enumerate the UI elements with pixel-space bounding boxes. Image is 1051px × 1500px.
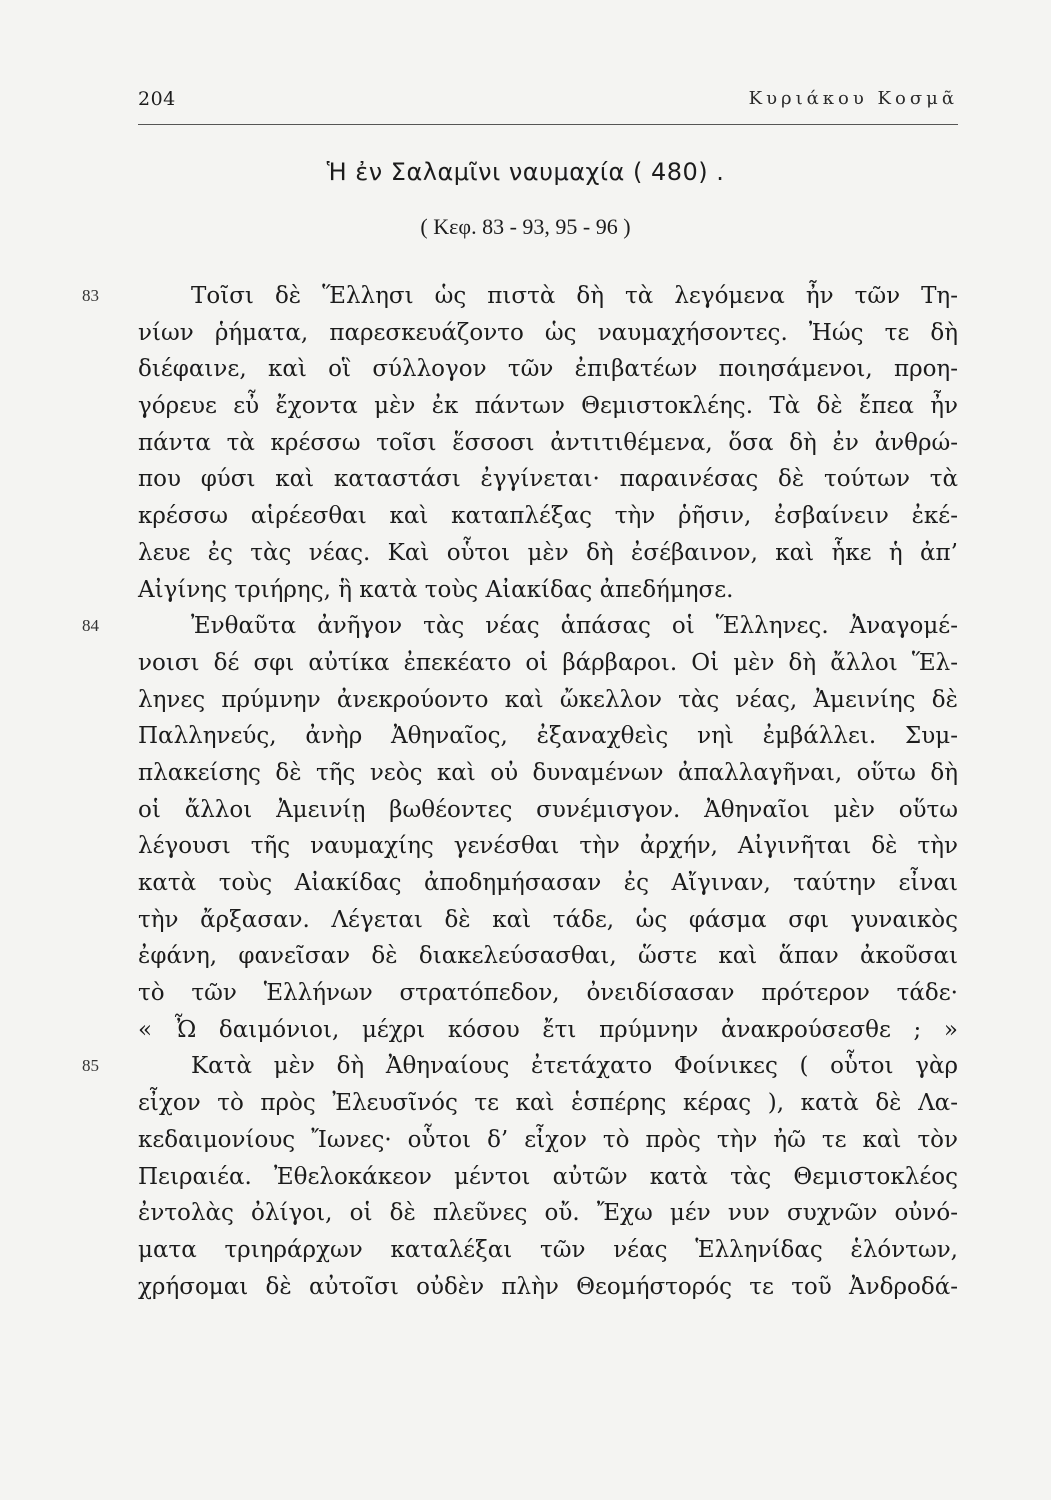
paragraph-number: 84 xyxy=(82,616,99,636)
text-line xyxy=(82,1048,958,1085)
line-text: Ἐνθαῦτα ἀνῆγον τὰς νέας ἁπάσας οἱ Ἕλληνες. Ἀναγομέ- xyxy=(191,613,958,640)
section-title: Ἡ ἐν Σαλαμῖνι ναυμαχία ( 480) . xyxy=(326,158,725,186)
text-line: λέγουσι τῆς ναυμαχίης γενέσθαι τὴν ἀρχήν, Αἰγινῆται δὲ τὴν xyxy=(138,833,958,860)
paragraph-83 xyxy=(82,278,958,608)
text-line: τὴν ἄρξασαν. Λέγεται δὲ καὶ τάδε, ὡς φάσμα σφι γυναικὸς xyxy=(138,906,958,933)
text-line: χρήσομαι δὲ αὐτοῖσι οὐδὲν πλὴν Θεομήστορός τε τοῦ Ἀνδροδά- xyxy=(138,1273,958,1300)
text-line: Πειραιέα. Ἐθελοκάκεον μέντοι αὐτῶν κατὰ τὰς Θεμιστοκλέος xyxy=(138,1163,958,1190)
text-line: ληνες πρύμνην ἀνεκρούοντο καὶ ὤκελλον τὰς νέας, Ἀμεινίης δὲ xyxy=(138,686,958,713)
text-line: κρέσσω αἱρέεσθαι καὶ καταπλέξας τὴν ῥῆσιν, ἐσβαίνειν ἐκέ- xyxy=(138,503,958,530)
text-line: λευε ἐς τὰς νέας. Καὶ οὗτοι μὲν δὴ ἐσέβαινον, καὶ ἧκε ἡ ἀπ’ xyxy=(138,539,958,566)
text-line xyxy=(82,278,958,315)
text-line: γόρευε εὖ ἔχοντα μὲν ἐκ πάντων Θεμιστοκλέης. Τὰ δὲ ἔπεα ἦν xyxy=(138,393,958,420)
text-line: ἐφάνη, φανεῖσαν δὲ διακελεύσασθαι, ὥστε καὶ ἅπαν ἀκοῦσαι xyxy=(138,943,958,970)
paragraph-84 xyxy=(82,608,958,1048)
text-line: ἐντολὰς ὀλίγοι, οἱ δὲ πλεῦνες οὔ. Ἔχω μέν νυν συχνῶν οὐνό- xyxy=(138,1200,958,1227)
text-line: νοισι δέ σφι αὐτίκα ἐπεκέατο οἱ βάρβαροι. Οἱ μὲν δὴ ἄλλοι Ἕλ- xyxy=(138,649,958,676)
text-line xyxy=(82,608,958,645)
text-line: πλακείσης δὲ τῆς νεὸς καὶ οὐ δυναμένων ἀπαλλαγῆναι, οὕτω δὴ xyxy=(138,759,958,786)
line-text: Κατὰ μὲν δὴ Ἀθηναίους ἐτετάχατο Φοίνικες ( οὗτοι γὰρ xyxy=(191,1053,958,1080)
paragraph-85 xyxy=(82,1048,958,1305)
text-line: εἶχον τὸ πρὸς Ἐλευσῖνός τε καὶ ἑσπέρης κέρας ), κατὰ δὲ Λα- xyxy=(138,1090,958,1117)
header-rule xyxy=(138,124,958,125)
paragraph-number: 85 xyxy=(82,1056,99,1076)
page-number: 204 xyxy=(138,88,176,110)
text-line: « Ὦ δαιμόνιοι, μέχρι κόσου ἔτι πρύμνην ἀνακρούσεσθε ; » xyxy=(138,1016,958,1043)
running-head: Κυριάκου Κοσμᾶ xyxy=(748,88,958,109)
text-line: Αἰγίνης τριήρης, ἣ κατὰ τοὺς Αἰακίδας ἀπεδήμησε. xyxy=(138,576,734,603)
text-line: διέφαινε, καὶ οἳ σύλλογον τῶν ἐπιβατέων ποιησάμενοι, προη- xyxy=(138,356,958,383)
section-subtitle: ( Κεφ. 83 - 93, 95 - 96 ) xyxy=(420,214,631,239)
text-line: ματα τριηράρχων καταλέξαι τῶν νέας Ἑλληνίδας ἑλόντων, xyxy=(138,1236,958,1263)
line-text: Τοῖσι δὲ Ἕλλησι ὡς πιστὰ δὴ τὰ λεγόμενα ἦν τῶν Τη- xyxy=(191,283,958,309)
text-line: πάντα τὰ κρέσσω τοῖσι ἕσσοσι ἀντιτιθέμενα, ὅσα δὴ ἐν ἀνθρώ- xyxy=(138,429,958,456)
text-line: οἱ ἄλλοι Ἀμεινίῃ βωθέοντες συνέμισγον. Ἀθηναῖοι μὲν οὕτω xyxy=(138,796,958,823)
text-line: κεδαιμονίους Ἴωνες· οὗτοι δ’ εἶχον τὸ πρὸς τὴν ἠῶ τε καὶ τὸν xyxy=(138,1126,958,1153)
text-line: που φύσι καὶ καταστάσι ἐγγίνεται· παραινέσας δὲ τούτων τὰ xyxy=(138,466,958,493)
text-line: Παλληνεύς, ἀνὴρ Ἀθηναῖος, ἐξαναχθεὶς νηὶ ἐμβάλλει. Συμ- xyxy=(138,723,958,750)
paragraph-number: 83 xyxy=(82,286,99,305)
body-text xyxy=(82,278,958,1305)
text-line: κατὰ τοὺς Αἰακίδας ἀποδημήσασαν ἐς Αἴγιναν, ταύτην εἶναι xyxy=(138,870,958,896)
page-header xyxy=(138,88,958,118)
text-line: τὸ τῶν Ἑλλήνων στρατόπεδον, ὀνειδίσασαν πρότερον τάδε· xyxy=(138,980,958,1007)
text-line: νίων ῥήματα, παρεσκευάζοντο ὡς ναυμαχήσοντες. Ἠώς τε δὴ xyxy=(138,319,958,346)
